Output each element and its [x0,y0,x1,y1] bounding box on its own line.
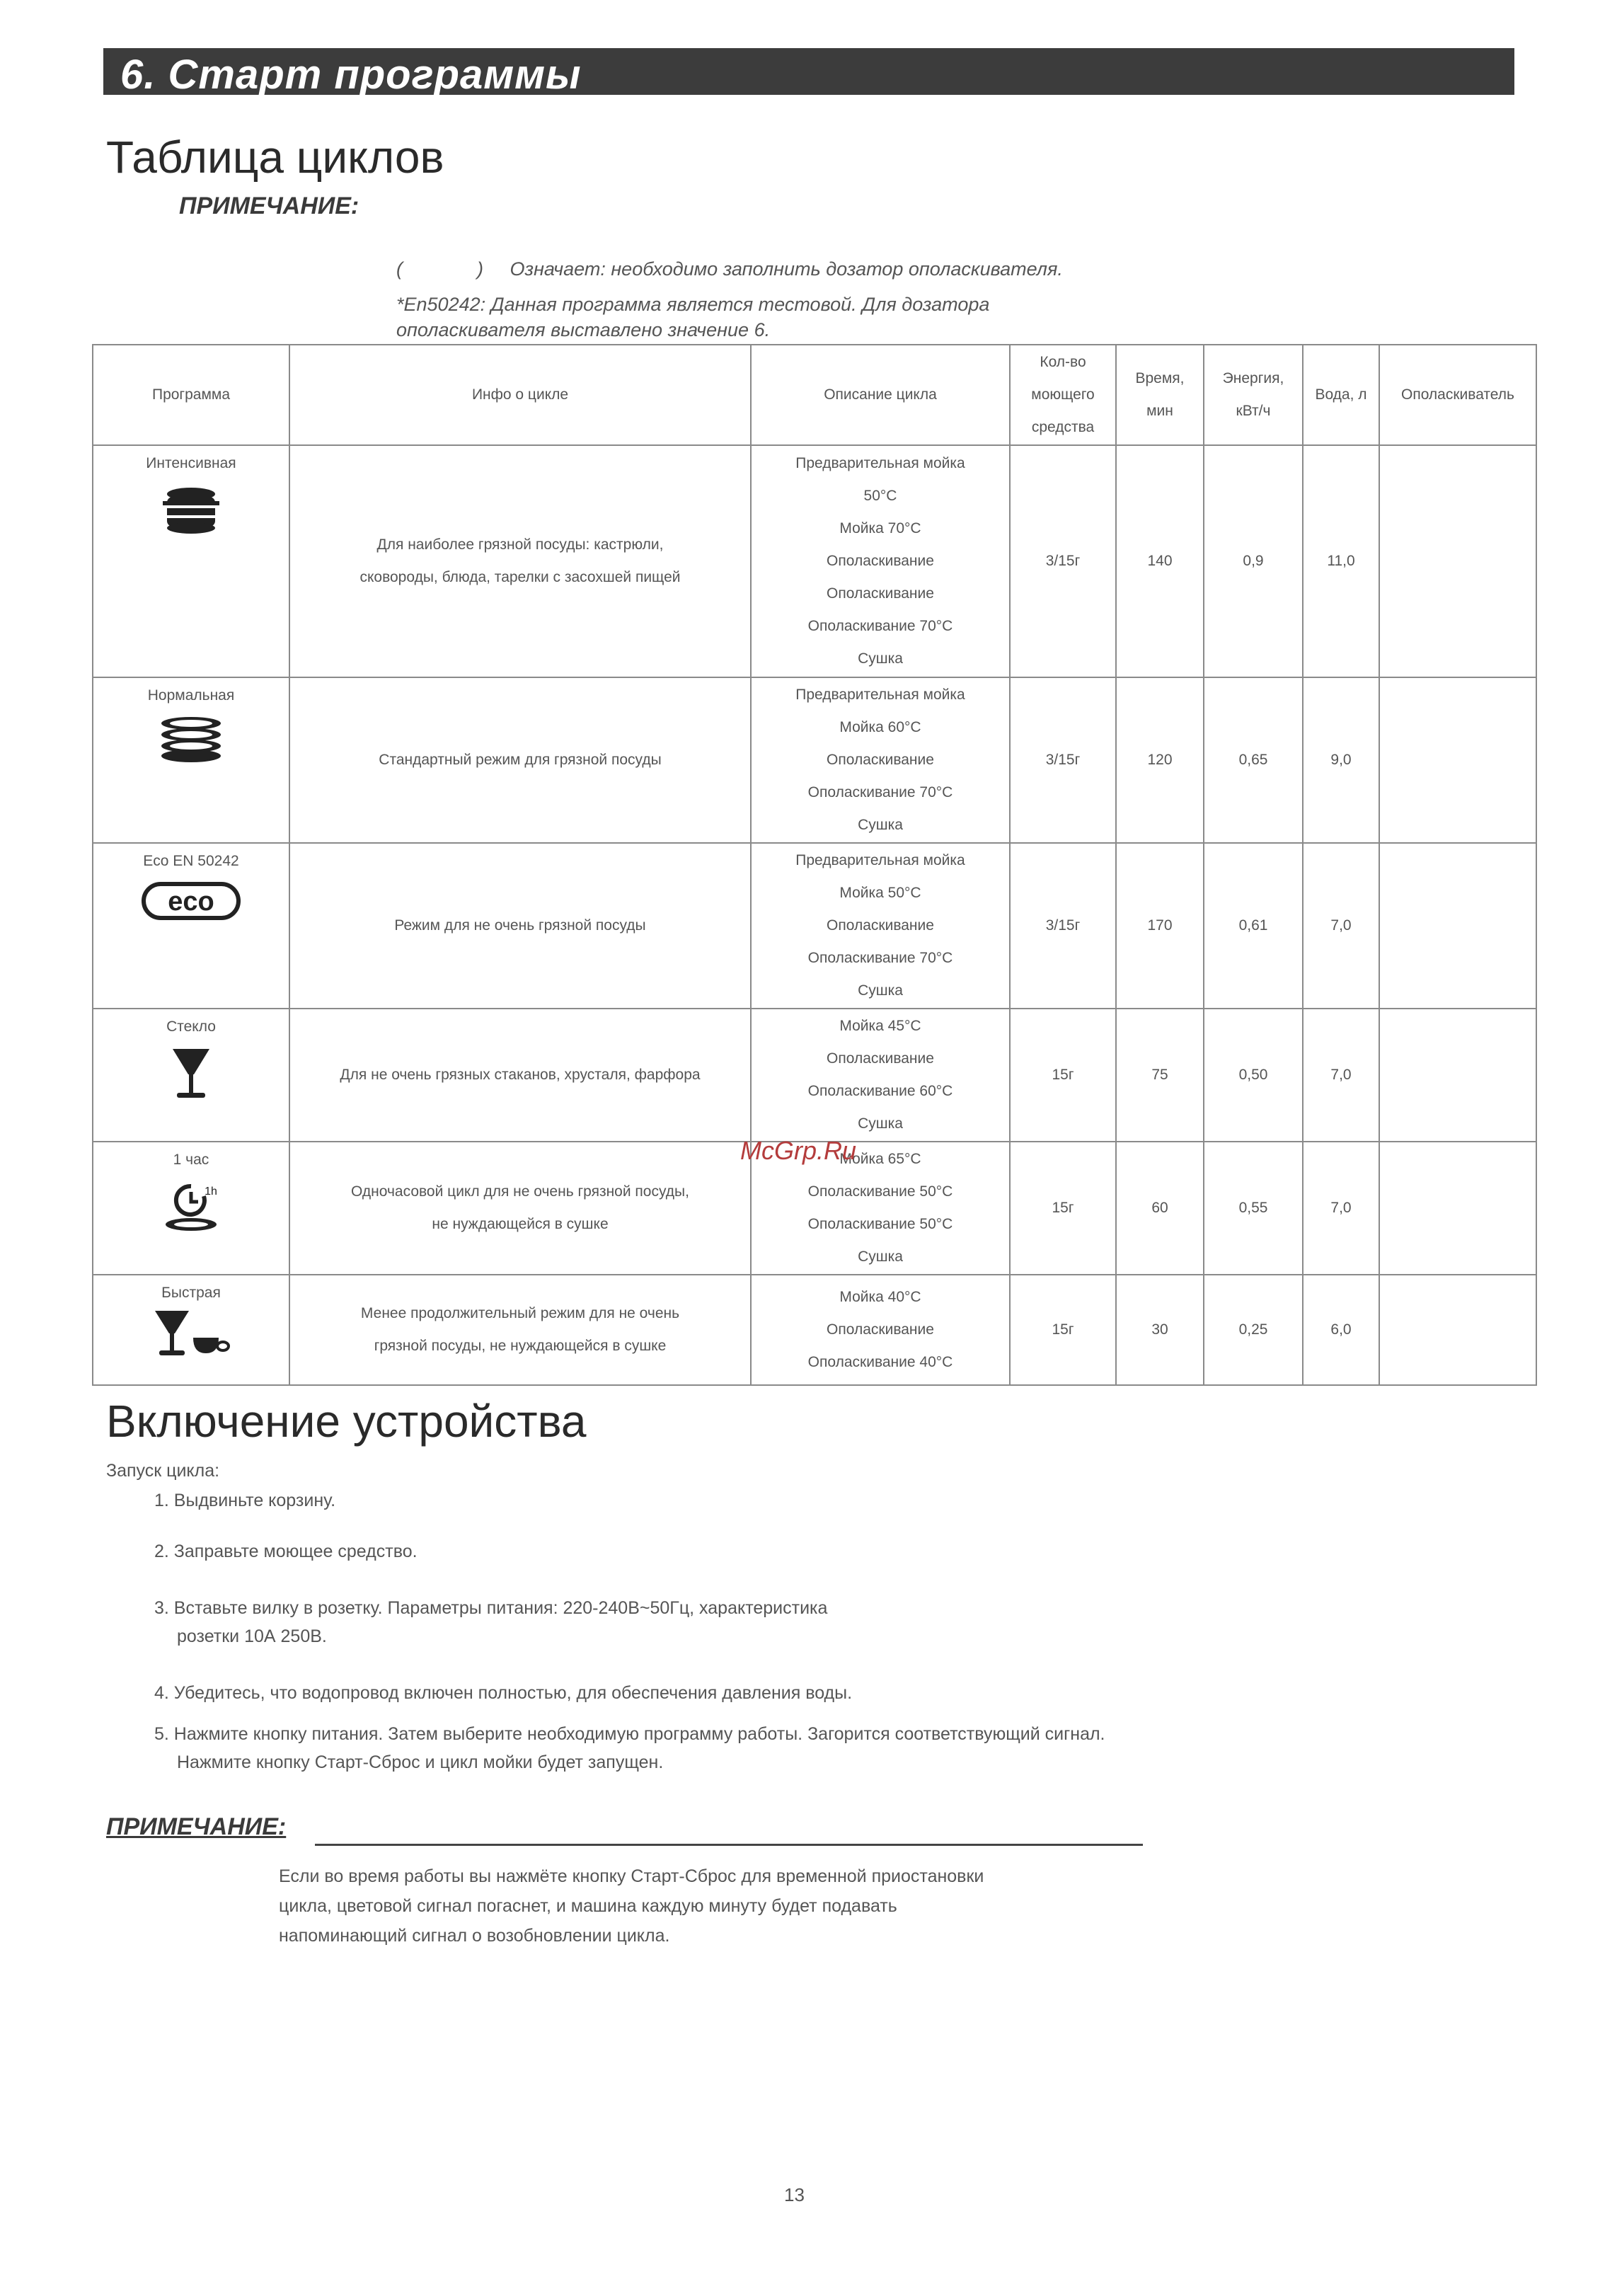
program-cell [93,1142,289,1275]
header-description: Описание цикла [751,345,1010,445]
cycle-step: Ополаскивание 50°С [807,1183,953,1200]
cycle-info: Для наиболее грязной посуды: кастрюли, сковороды, блюда, тарелки с засохшей пищей [359,536,681,585]
program-name: Стекло [166,1018,216,1035]
program-name: Eco EN 50242 [143,853,239,869]
cycle-step: Ополаскивание [827,752,934,768]
cycle-step: Мойка 65°С [839,1151,921,1167]
table-header-row [93,345,1536,445]
info-cell [289,1142,751,1275]
cycle-step: Ополаскивание 70°С [807,950,953,966]
eco-icon-text: eco [168,887,214,917]
time-cell: 30 [1116,1275,1204,1385]
table-row [93,1275,1536,1385]
header-rinse-aid: Ополаскиватель [1379,345,1536,445]
cycle-step: Мойка 50°С [839,885,921,901]
cycle-step: Ополаскивание 50°С [807,1216,953,1232]
wine-glass-icon [170,1047,212,1101]
header-water: Вода, л [1303,345,1379,445]
intensive-pots-icon [163,484,219,541]
program-name: Нормальная [147,687,235,704]
info-cell: Режим для не очень грязной посуды [289,843,751,1009]
one-hour-icon-text: 1h [205,1186,217,1198]
info-cell [289,445,751,677]
cycle-step: Предварительная мойка [795,852,965,868]
rinse-aid-cell [1379,1009,1536,1142]
program-cell [93,445,289,677]
cycle-step: Сушка [858,1115,903,1132]
water-cell: 7,0 [1303,1009,1379,1142]
rinse-aid-cell [1379,843,1536,1009]
cycle-step: Ополаскивание 60°С [807,1083,953,1099]
water-cell: 7,0 [1303,843,1379,1009]
info-cell: Для не очень грязных стаканов, хрусталя, фарфора [289,1009,751,1142]
description-cell [751,677,1010,843]
program-cell [93,677,289,843]
rinse-aid-cell [1379,1142,1536,1275]
bottom-note-line: цикла, цветовой сигнал погаснет, и машина каждую минуту будет подавать [279,1896,897,1916]
water-cell: 9,0 [1303,677,1379,843]
table-row [93,445,1536,677]
info-cell [289,1275,751,1385]
rinse-aid-cell [1379,677,1536,843]
power-on-step: 3. Вставьте вилку в розетку. Параметры питания: 220-240В~50Гц, характеристика [154,1598,828,1618]
detergent-cell: 15г [1010,1275,1116,1385]
energy-cell: 0,9 [1204,445,1303,677]
detergent-cell: 15г [1010,1142,1116,1275]
energy-cell: 0,55 [1204,1142,1303,1275]
energy-cell: 0,65 [1204,677,1303,843]
cycle-step: Ополаскивание 40°С [807,1354,953,1370]
cycle-step: Сушка [858,982,903,999]
page-number: 13 [784,2184,805,2205]
cycle-step: Ополаскивание [827,585,934,602]
program-name: Быстрая [161,1285,221,1301]
time-cell: 140 [1116,445,1204,677]
cycle-step: Ополаскивание [827,553,934,569]
cycle-step: Ополаскивание [827,1321,934,1338]
description-cell [751,843,1010,1009]
header-energy: Энергия, кВт/ч [1204,345,1303,445]
time-cell: 120 [1116,677,1204,843]
eco-icon [142,882,241,920]
cycle-step: Сушка [858,650,903,667]
section-banner [103,48,1514,98]
bottom-note-line: напоминающий сигнал о возобновлении цикла. [279,1926,670,1946]
time-cell: 170 [1116,843,1204,1009]
rinse-aid-note: ( ) Означает: необходимо заполнить дозатор ополаскивателя. [396,258,1063,280]
bottom-note-label: ПРИМЕЧАНИЕ: [106,1813,287,1840]
power-on-step: 2. Заправьте моющее средство. [154,1542,418,1561]
info-cell: Стандартный режим для грязной посуды [289,677,751,843]
test-note-line1: *En50242: Данная программа является тестовой. Для дозатора [396,294,990,315]
table-row [93,1009,1536,1142]
water-cell: 6,0 [1303,1275,1379,1385]
cycle-info-line: Менее продолжительный режим для не очень [360,1305,680,1321]
rinse-aid-cell [1379,445,1536,677]
power-on-heading: Включение устройства [106,1396,587,1447]
cycle-step: Предварительная мойка [795,455,965,471]
cycle-table-heading: Таблица циклов [106,132,444,183]
time-cell: 60 [1116,1142,1204,1275]
cycle-step: Предварительная мойка [795,687,965,703]
cycle-info-line: не нуждающейся в сушке [432,1216,609,1232]
cycle-step: Мойка 45°С [839,1018,921,1034]
rinse-aid-cell [1379,1275,1536,1385]
cycle-step: Ополаскивание [827,917,934,934]
normal-plates-icon [159,716,223,763]
water-cell: 7,0 [1303,1142,1379,1275]
cycle-step: 50°С [863,488,897,504]
detergent-cell: 3/15г [1010,677,1116,843]
program-cell [93,1275,289,1385]
header-program: Программа [93,345,289,445]
cycle-info-line: грязной посуды, не нуждающейся в сушке [374,1338,667,1354]
power-on-step: 4. Убедитесь, что водопровод включен полностью, для обеспечения давления воды. [154,1683,853,1703]
test-note-line2: ополаскивателя выставлено значение 6. [396,319,771,340]
program-cell [93,843,289,1009]
cycle-table [92,344,1537,1386]
header-time: Время, мин [1116,345,1204,445]
energy-cell: 0,61 [1204,843,1303,1009]
header-detergent: Кол-во моющего средства [1010,345,1116,445]
note-underline [315,1844,1143,1846]
detergent-cell: 3/15г [1010,445,1116,677]
energy-cell: 0,25 [1204,1275,1303,1385]
power-on-intro: Запуск цикла: [106,1461,220,1481]
cycle-step: Ополаскивание 70°С [807,784,953,800]
section-title: 6. Старт программы [120,52,582,98]
detergent-cell: 3/15г [1010,843,1116,1009]
description-cell [751,445,1010,677]
cycle-step: Сушка [858,1249,903,1265]
description-cell [751,1009,1010,1142]
header-info: Инфо о цикле [289,345,751,445]
energy-cell: 0,50 [1204,1009,1303,1142]
cycle-step: Мойка 70°С [839,520,921,536]
table-row [93,843,1536,1009]
quick-glass-cup-icon [152,1309,230,1360]
cycle-info-line: Одночасовой цикл для не очень грязной посуды, [351,1183,689,1200]
cycle-step: Ополаскивание [827,1050,934,1067]
power-on-step: 1. Выдвиньте корзину. [154,1491,336,1510]
one-hour-icon [161,1181,221,1234]
bottom-note-line: Если во время работы вы нажмёте кнопку Старт-Сброс для временной приостановки [279,1866,984,1886]
detergent-cell: 15г [1010,1009,1116,1142]
cycle-step: Сушка [858,817,903,833]
power-on-step: Нажмите кнопку Старт-Сброс и цикл мойки будет запущен. [177,1752,664,1772]
note-label: ПРИМЕЧАНИЕ: [179,193,359,219]
cycle-step: Мойка 60°С [839,719,921,735]
program-name: 1 час [173,1152,209,1168]
table-row [93,677,1536,843]
description-cell [751,1275,1010,1385]
time-cell: 75 [1116,1009,1204,1142]
water-cell: 11,0 [1303,445,1379,677]
power-on-step: 5. Нажмите кнопку питания. Затем выберите необходимую программу работы. Загорится соответствующий сигнал. [154,1724,1105,1744]
program-name: Интенсивная [146,455,236,471]
power-on-step: розетки 10А 250В. [177,1626,327,1646]
watermark: McGrp.Ru [740,1136,857,1165]
program-cell [93,1009,289,1142]
cycle-step: Мойка 40°С [839,1289,921,1305]
cycle-step: Ополаскивание 70°С [807,618,953,634]
